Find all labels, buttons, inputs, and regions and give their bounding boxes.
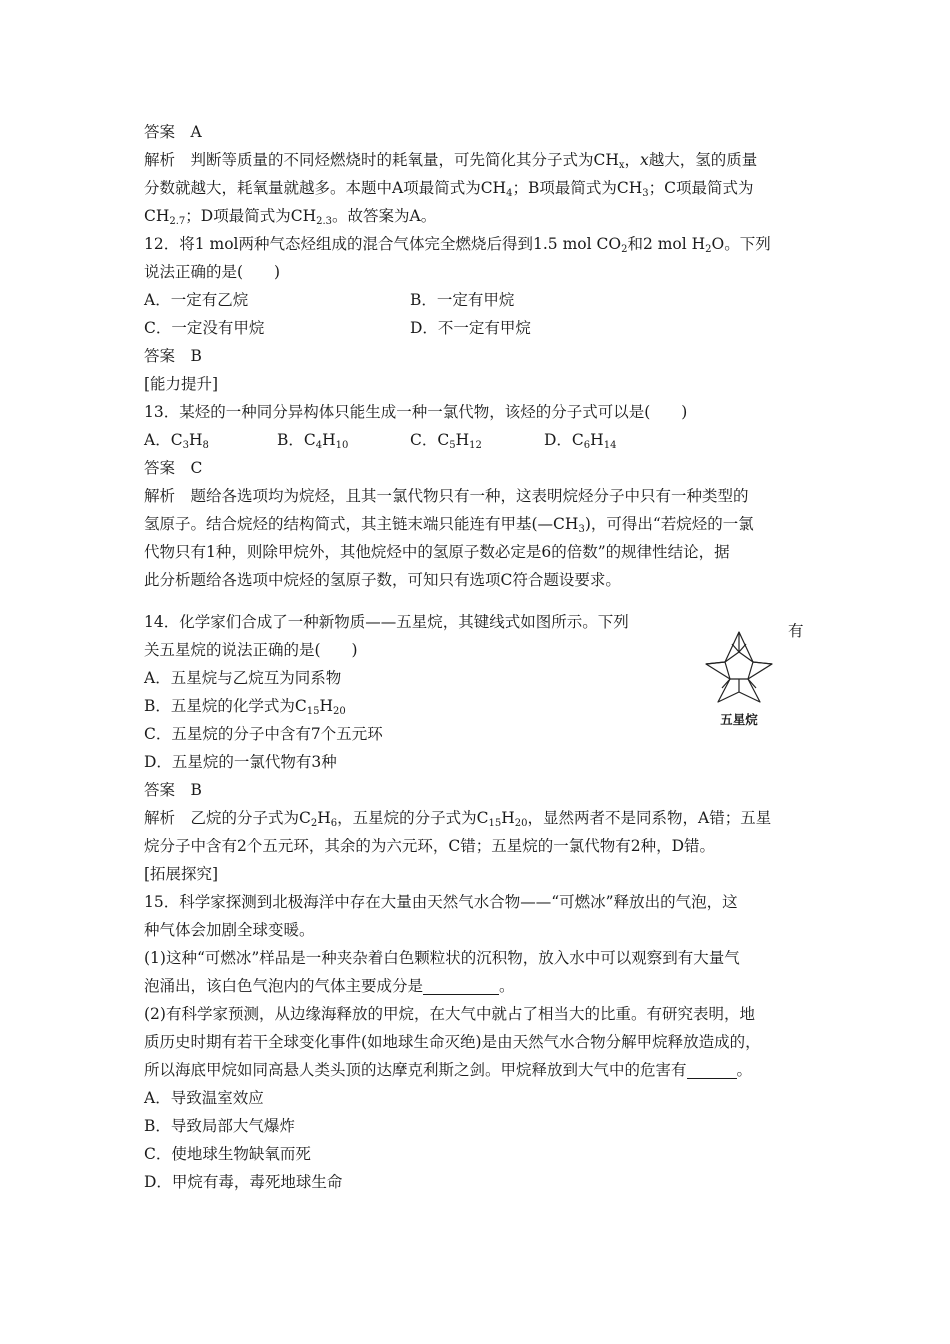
- question-12-stem-cont: 说法正确的是( ): [144, 263, 281, 281]
- answer-13: 答案 C: [144, 459, 203, 477]
- explanation-11-line-3: $CH_{2.7}$；D项最简式为$CH_{2.3}$。故答案为A。: [144, 207, 437, 227]
- question-15-part-2-line-1: (2)有科学家预测，从边缘海释放的甲烷，在大气中就占了相当大的比重。有研究表明，地: [144, 1005, 755, 1023]
- explanation-13-line-4: 此分析题给各选项中烷烃的氢原子数，可知只有选项C符合题设要求。: [144, 571, 621, 589]
- question-15-part-2-line-3: 所以海底甲烷如同高悬人类头顶的达摩克利斯之剑。甲烷释放到大气中的危害有 。: [144, 1061, 753, 1079]
- inner-pentagon: [725, 652, 753, 679]
- explanation-14-line-1: 解析 乙烷的分子式为$C_2H_6$，五星烷的分子式为$C_{15}H_{20}$，显然两者不是同系物，A错；五星: [144, 809, 772, 829]
- explanation-11-line-2: 分数就越大，耗氧量就越多。本题中A项最简式为$CH_4$；B项最简式为$CH_3$；C项最简式为: [144, 179, 754, 199]
- explanation-13-line-3: 代物只有1种，则除甲烷外，其他烷烃中的氢原子数必定是6的倍数”的规律性结论，据: [144, 543, 730, 561]
- option-13-b: B．$C_4H_{10}$: [277, 431, 349, 451]
- question-15-stem: 15．科学家探测到北极海洋中存在大量由天然气水合物——“可燃冰”释放出的气泡，这: [144, 893, 738, 911]
- explanation-14-line-2: 烷分子中含有2个五元环，其余的为六元环，C错；五星烷的一氯代物有2种，D错。: [144, 837, 716, 855]
- question-13-stem: 13．某烃的一种同分异构体只能生成一种一氯代物，该烃的分子式可以是( ): [144, 403, 688, 421]
- question-14-stem-cont: 关五星烷的说法正确的是( ): [144, 641, 358, 659]
- question-13-options: [144, 426, 810, 454]
- question-15-part-1-line-1: (1)这种“可燃冰”样品是一种夹杂着白色颗粒状的沉积物，放入水中可以观察到有大量气: [144, 949, 740, 967]
- option-12-c: C．一定没有甲烷: [144, 319, 265, 337]
- option-14-d: D．五星烷的一氯代物有3种: [144, 753, 337, 771]
- answer-11: 答案 A: [144, 123, 202, 141]
- answer-blank-1[interactable]: [423, 976, 499, 995]
- answer-blank-2[interactable]: [687, 1060, 737, 1079]
- figure-label: 五星烷: [720, 712, 758, 727]
- question-15-stem-cont: 种气体会加剧全球变暖。: [144, 921, 315, 939]
- option-12-b: B．一定有甲烷: [410, 291, 515, 309]
- option-13-d: D．$C_6H_{14}$: [544, 431, 617, 451]
- pentastar-skeletal-diagram: [704, 630, 774, 710]
- star-left: [706, 662, 730, 679]
- question-12-options-row-2: [144, 314, 810, 342]
- section-heading-extension: [拓展探究]: [144, 865, 219, 883]
- question-15-part-1-line-2: 泡涌出，该白色气泡内的气体主要成分是 。: [144, 977, 515, 995]
- question-12-options-row-1: [144, 286, 810, 314]
- question-14-stem-tail: 有: [788, 622, 804, 640]
- option-15-a: A．导致温室效应: [144, 1089, 264, 1107]
- explanation-11-line-1: 解析 判断等质量的不同烃燃烧时的耗氧量，可先简化其分子式为$CH_x$，x越大，氢的质量: [144, 151, 758, 171]
- option-14-c: C．五星烷的分子中含有7个五元环: [144, 725, 383, 743]
- section-heading-ability: [能力提升]: [144, 375, 219, 393]
- option-13-c: C．$C_5H_{12}$: [410, 431, 482, 451]
- question-15-part-2-line-2: 质历史时期有若干全球变化事件(如地球生命灭绝)是由天然气水合物分解甲烷释放造成的，: [144, 1033, 761, 1051]
- pentastar-structure-figure: [704, 630, 774, 734]
- option-15-d: D．甲烷有毒，毒死地球生命: [144, 1173, 343, 1191]
- option-15-c: C．使地球生物缺氧而死: [144, 1145, 311, 1163]
- option-12-d: D．不一定有甲烷: [410, 319, 531, 337]
- question-14-stem: 14．化学家们合成了一种新物质——五星烷，其键线式如图所示。下列: [144, 613, 629, 631]
- option-13-a: A．$C_3H_8$: [144, 431, 209, 451]
- option-14-a: A．五星烷与乙烷互为同系物: [144, 669, 342, 687]
- explanation-13-line-2: 氢原子。结合烷烃的结构简式，其主链末端只能连有甲基$(—CH_3)$，可得出“若烷烃的一氯: [144, 515, 754, 535]
- option-12-a: A．一定有乙烷: [144, 291, 249, 309]
- question-12-stem: 12．将1 mol两种气态烃组成的混合气体完全燃烧后得到1.5 mol $CO_2$和2 mol $H_2O$。下列: [144, 235, 771, 255]
- option-15-b: B．导致局部大气爆炸: [144, 1117, 295, 1135]
- option-14-b: B．五星烷的化学式为$C_{15}H_{20}$: [144, 697, 346, 717]
- answer-12: 答案 B: [144, 347, 202, 365]
- star-right: [748, 662, 772, 679]
- explanation-13-line-1: 解析 题给各选项均为烷烃，且其一氯代物只有一种，这表明烷烃分子中只有一种类型的: [144, 487, 749, 505]
- answer-14: 答案 B: [144, 781, 202, 799]
